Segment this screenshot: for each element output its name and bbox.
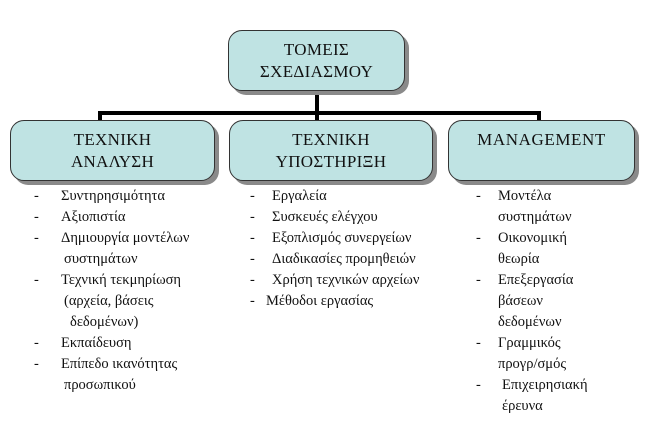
bullet-dash: -: [34, 272, 39, 288]
list-item-text: Επεξεργασία: [498, 272, 574, 288]
list-item-text: δεδομένων): [70, 314, 139, 330]
list-item: [34, 354, 189, 375]
list-item-continuation: [476, 354, 588, 375]
bullet-dash: -: [250, 188, 255, 204]
management-list: [476, 186, 588, 417]
node-technical-support-line-2: ΥΠΟΣΤΗΡΙΞΗ: [275, 151, 387, 171]
list-item: [250, 207, 419, 228]
list-item: [34, 333, 189, 354]
list-item-continuation: [476, 312, 588, 333]
list-item: [476, 270, 588, 291]
root-stem-line: [315, 92, 319, 113]
list-item: [476, 228, 588, 249]
list-item-text: Μέθοδοι εργασίας: [266, 293, 374, 309]
list-item-continuation: [34, 249, 189, 270]
horizontal-bus-line: [98, 111, 541, 115]
list-item-text: Επιχειρησιακή: [502, 377, 588, 393]
node-management-line-1: MANAGEMENT: [477, 129, 606, 149]
list-item-text: Διαδικασίες προμηθειών: [272, 251, 416, 267]
list-item-text: προσωπικού: [64, 377, 136, 393]
list-item-text: συστημάτων: [498, 209, 572, 225]
root-node-line-2: ΣΧΕΔΙΑΣΜΟΥ: [259, 61, 374, 81]
list-item: [250, 270, 419, 291]
list-item: [250, 291, 419, 312]
list-item-text: προγρ/σμός: [498, 356, 567, 372]
list-item-continuation: [476, 291, 588, 312]
list-item-continuation: [34, 312, 189, 333]
node-technical-analysis-line-2: ΑΝΑΛΥΣΗ: [70, 151, 155, 171]
node-technical-analysis-line-1: ΤΕΧΝΙΚΗ: [73, 129, 152, 149]
list-item-text: Δημιουργία μοντέλων: [61, 230, 190, 246]
list-item-continuation: [34, 375, 189, 396]
bullet-dash: -: [250, 272, 255, 288]
list-item-text: Συντηρησιμότητα: [61, 188, 165, 204]
bullet-dash: -: [250, 230, 255, 246]
technical-support-list: [250, 186, 419, 312]
list-item-text: βάσεων: [498, 293, 543, 309]
list-item: [476, 333, 588, 354]
list-item-text: Εργαλεία: [272, 188, 327, 204]
list-item-continuation: [34, 291, 189, 312]
list-item-continuation: [476, 207, 588, 228]
list-item-continuation: [476, 396, 588, 417]
bullet-dash: -: [476, 377, 481, 393]
list-item-text: Συσκευές ελέγχου: [272, 209, 378, 225]
list-item: [34, 270, 189, 291]
list-item-text: Αξιοπιστία: [61, 209, 126, 225]
bullet-dash: -: [476, 335, 481, 351]
node-management: [448, 120, 635, 181]
node-technical-support: [229, 120, 433, 181]
bullet-dash: -: [34, 230, 39, 246]
list-item-continuation: [476, 249, 588, 270]
bullet-dash: -: [476, 230, 481, 246]
list-item-text: Γραμμικός: [498, 335, 561, 351]
list-item-text: Χρήση τεχνικών αρχείων: [272, 272, 420, 288]
list-item: [34, 228, 189, 249]
bullet-dash: -: [250, 209, 255, 225]
root-node-planning-sectors: [228, 30, 405, 91]
list-item: [476, 375, 588, 396]
node-technical-support-line-1: ΤΕΧΝΙΚΗ: [292, 129, 370, 149]
node-technical-analysis: [10, 120, 215, 181]
list-item: [250, 228, 419, 249]
list-item: [250, 249, 419, 270]
list-item-text: Μοντέλα: [498, 188, 552, 204]
list-item: [34, 207, 189, 228]
list-item-text: (αρχεία, βάσεις: [64, 293, 154, 309]
bullet-dash: -: [250, 293, 255, 309]
bullet-dash: -: [34, 335, 39, 351]
list-item-text: θεωρία: [498, 251, 540, 267]
technical-analysis-list: [34, 186, 189, 396]
list-item-text: έρευνα: [502, 398, 543, 414]
bullet-dash: -: [34, 356, 39, 372]
bullet-dash: -: [250, 251, 255, 267]
list-item: [250, 186, 419, 207]
list-item-text: Τεχνική τεκμηρίωση: [61, 272, 182, 288]
list-item-text: δεδομένων: [498, 314, 562, 330]
bullet-dash: -: [476, 272, 481, 288]
list-item: [476, 186, 588, 207]
root-node-line-1: ΤΟΜΕΙΣ: [283, 39, 350, 59]
list-item-text: Εκπαίδευση: [61, 335, 132, 351]
list-item: [34, 186, 189, 207]
list-item-text: Οικονομική: [498, 230, 567, 246]
bullet-dash: -: [34, 209, 39, 225]
bullet-dash: -: [476, 188, 481, 204]
list-item-text: Επίπεδο ικανότητας: [61, 356, 178, 372]
list-item-text: Εξοπλισμός συνεργείων: [272, 230, 412, 246]
bullet-dash: -: [34, 188, 39, 204]
list-item-text: συστημάτων: [64, 251, 138, 267]
